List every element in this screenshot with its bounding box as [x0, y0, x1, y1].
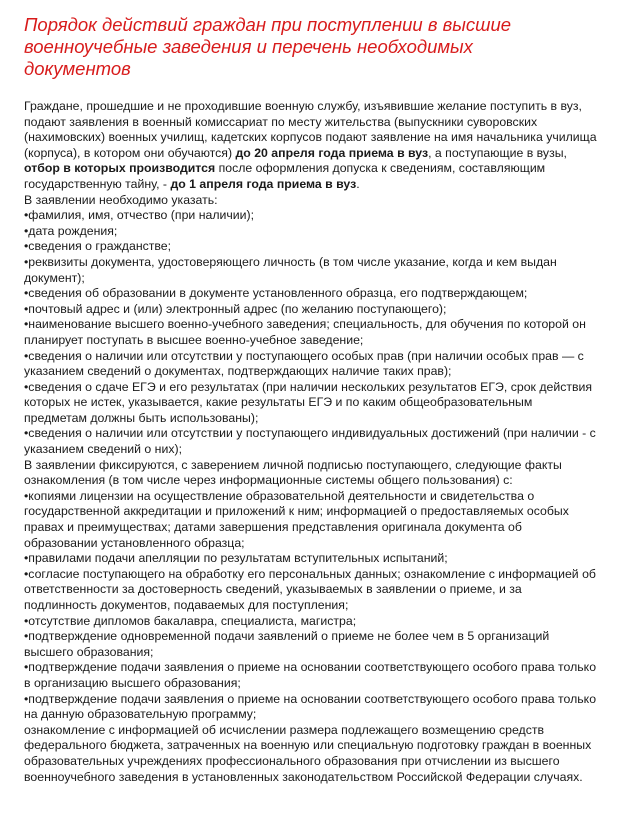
list-item: •сведения о сдаче ЕГЭ и его результатах (при наличии нескольких результатов ЕГЭ, срок действия которых не истек, указывается, какие результаты ЕГЭ и по каким общеобразовательным предметам должны быть использованы); — [24, 379, 593, 425]
list-item: •сведения об образовании в документе установленного образца, его подтверждающем; — [24, 286, 528, 301]
list-item: •подтверждение подачи заявления о приеме на основании соответствующего особого права только на данную образовательную программу; — [24, 691, 597, 722]
list-item: •наименование высшего военно-учебного заведения; специальность, для обучения по которой он планирует поступать в высшее военно-учебное заведение; — [24, 317, 586, 347]
intro-text-4: . — [356, 176, 360, 191]
list-item: •фамилия, имя, отчество (при наличии); — [24, 208, 255, 223]
list-item: •сведения о наличии или отсутствии у поступающего особых прав (при наличии особых прав — с указанием сведений о документах, подтверждающих наличие таких прав); — [24, 348, 584, 379]
list-item: •правилами подачи апелляции по результатам вступительных испытаний; — [24, 551, 448, 566]
intro-text-3: после оформления допуска к сведениям, составляющим государственную тайну, - — [24, 161, 546, 191]
page-title: Порядок действий граждан при поступлении в высшие военноучебные заведения и перечень необходимых документов — [24, 14, 512, 79]
list-item: •подтверждение подачи заявления о приеме на основании соответствующего особого права только в организацию высшего образования; — [24, 660, 597, 690]
application-heading: В заявлении необходимо указать: — [24, 192, 218, 207]
application-list — [24, 208, 598, 458]
deadline-april-20: до 20 апреля года приема в вуз — [235, 145, 429, 160]
list-item: •отсутствие дипломов бакалавра, специалиста, магистра; — [24, 613, 357, 628]
list-item: •копиями лицензии на осуществление образовательной деятельности и свидетельства о государственной аккредитации и приложений к ним; информацией о предоставляемых особых правах и преимуществах; датами завершения представления оригинала документа об образовании установленного образца; — [24, 488, 569, 550]
list-item: •почтовый адрес и (или) электронный адрес (по желанию поступающего); — [24, 301, 447, 316]
list-item: •сведения о гражданстве; — [24, 239, 172, 254]
intro-text-2: , а поступающие в вузы, — [428, 145, 567, 160]
list-item: •согласие поступающего на обработку его персональных данных; ознакомление с информацией об ответственности за достоверность сведений, указываемых в заявлении о приеме, и за подлинность документов, подаваемых для поступления; — [24, 566, 596, 612]
list-item: •сведения о наличии или отсутствии у поступающего индивидуальных достижений (при наличии - с указанием сведений о них); — [24, 426, 596, 457]
intro-paragraph — [24, 99, 598, 193]
list-item: •подтверждение одновременной подачи заявлений о приеме не более чем в 5 организаций высшего образования; — [24, 629, 550, 659]
selection-phrase: отбор в которых производится — [24, 161, 216, 176]
closing-paragraph: ознакомление с информацией об исчислении размера подлежащего возмещению средств федерального бюджета, затраченных на военную или специальную подготовку граждан в военных образовательных учреждениях профессионального образования при отчислении из высшего военноучебного заведения в установленных законодательством Российской Федерации случаях. — [24, 722, 592, 784]
document-body — [24, 99, 598, 785]
deadline-april-1: до 1 апреля года приема в вуз — [170, 176, 357, 191]
fixation-heading: В заявлении фиксируются, с заверением личной подписью поступающего, следующие факты ознакомления (в том числе через информационные системы общего пользования) с: — [24, 457, 562, 488]
list-item: •дата рождения; — [24, 223, 118, 238]
intro-text-1: Граждане, прошедшие и не проходившие военную службу, изъявившие желание поступить в вуз, подают заявления в военный комиссариат по месту жительства (выпускники суворовских (нахимовских) военных училищ, кадетских корпусов подают заявление на имя начальника училища (корпуса), в котором они обучаются) — [24, 99, 597, 160]
fixation-list — [24, 489, 598, 785]
list-item: •реквизиты документа, удостоверяющего личность (в том числе указание, когда и кем выдан документ); — [24, 254, 557, 285]
